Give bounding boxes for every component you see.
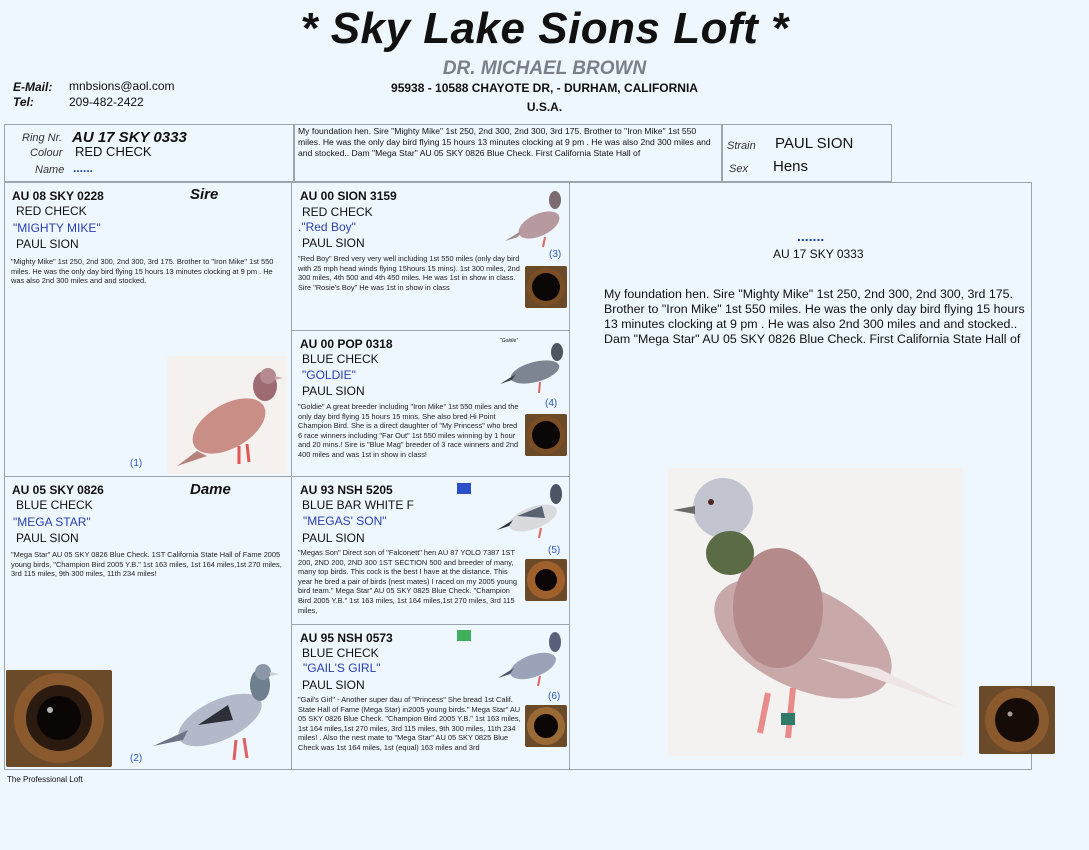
grandsire-1-description: "Red Boy" Bred very very well including 1st 550 miles (only day bird with 25 mph head winds flying 15hours 15 mins). 1st 300 miles, 2nd 300 miles, 4th 500 and 4th 450 miles. He was 1st in show in class. Sire "Rosie's Boy" He was 1st in show in class: [298, 254, 520, 292]
divider: [291, 330, 569, 331]
sex-value: Hens: [773, 158, 809, 175]
sire-colour: RED CHECK: [16, 204, 87, 218]
granddam-2-eye-photo: [525, 705, 567, 747]
divider: [4, 476, 291, 477]
main-eye-photo: [979, 686, 1055, 754]
grandsire-1-colour: RED CHECK: [302, 205, 373, 219]
dam-photo-number: (2): [130, 753, 143, 764]
strain-value: PAUL SION: [775, 135, 854, 152]
granddam-2-colour: BLUE CHECK: [302, 646, 379, 660]
grandsire-2-photo: [497, 480, 569, 542]
grandsire-1-photo: [503, 185, 567, 249]
grandsire-2-colour: BLUE BAR WHITE F: [302, 498, 415, 512]
sire-photo: [167, 356, 287, 474]
grandsire-2-name: "MEGAS' SON": [303, 514, 387, 528]
granddam-2-owner: PAUL SION: [302, 678, 365, 692]
granddam-1-photo-caption: "Goldie": [500, 338, 519, 344]
grandsire-1-name: ."Red Boy": [298, 220, 356, 234]
owner-name: DR. MICHAEL BROWN: [442, 58, 647, 79]
ring-number: AU 17 SKY 0333: [72, 129, 187, 146]
grandsire-2-ring: AU 93 NSH 5205: [300, 483, 393, 497]
grandsire-2-colour-marker: [457, 483, 471, 494]
granddam-1-name: "GOLDIE": [302, 368, 356, 382]
grandsire-2-owner: PAUL SION: [302, 531, 365, 545]
granddam-1-colour: BLUE CHECK: [302, 352, 379, 366]
dam-owner: PAUL SION: [16, 531, 79, 545]
colour-value: RED CHECK: [75, 144, 152, 159]
address: 95938 - 10588 CHAYOTE DR, - DURHAM, CALIFORNIA: [391, 81, 698, 95]
name-value: ......: [73, 161, 94, 175]
sire-description: "Mighty Mike" 1st 250, 2nd 300, 2nd 300, 3rd 175. Brother to "Iron Mike" 1st 550 miles. He was the only day bird flying 15 hours 13 minutes clocking at 9 pm . He was also 2nd 300 miles and and stocked.: [11, 257, 274, 286]
granddam-1-photo-number: (4): [545, 398, 558, 409]
footer-text: The Professional Loft: [7, 775, 83, 784]
grandsire-2-photo-number: (5): [548, 545, 561, 556]
sire-ring: AU 08 SKY 0228: [12, 189, 104, 203]
tel-label: Tel:: [13, 95, 34, 109]
divider: [569, 182, 570, 770]
dam-photo: [148, 650, 283, 765]
divider: [291, 624, 569, 625]
description-text: My foundation hen. Sire "Mighty Mike" 1st 250, 2nd 300, 2nd 300, 3rd 175. Brother to "Iron Mike" 1st 550 miles. He was the only day bird flying 15 hours 13 minutes clocking at 9 pm . He was also 2nd 300 miles and and stocked.. Dam "Mega Star" AU 05 SKY 0826 Blue Check. First California State Hall of: [298, 126, 711, 158]
email-label: E-Mail:: [13, 80, 53, 94]
granddam-1-eye-photo: [525, 414, 567, 456]
divider: [291, 476, 569, 477]
granddam-1-owner: PAUL SION: [302, 384, 365, 398]
sire-name: "MIGHTY MIKE": [13, 221, 101, 235]
main-bird-photo: [668, 468, 963, 756]
granddam-1-description: "Goldie" A great breeder including "Iron Mike" 1st 550 miles and the only day bird flying 15 hours 15 mins. She also bred Hi Point Champion Bird. She is a direct daughter of "My Princess" who bred 6 race winners including "Far Out" 1st 550 miles winning by 1 hour and 20 mins.! Sire is "Blue Mag" breeder of 3 race winners and 2nd 400 miles and was 1st in show in class!: [298, 402, 519, 459]
main-ring-number: AU 17 SKY 0333: [773, 247, 864, 261]
tel-value: 209-482-2422: [69, 95, 144, 109]
main-name-dots: .......: [797, 228, 825, 244]
email-value: mnbsions@aol.com: [69, 79, 175, 93]
granddam-2-ring: AU 95 NSH 0573: [300, 631, 393, 645]
dam-role-label: Dame: [190, 481, 231, 498]
granddam-2-description: "Gail's Girl" - Another super dau of "Princess" She bread 1st Calif. State Hall of Fame (Mega Star) in2005 young birds." Mega Star" AU 05 SKY 0826 Blue Check. "Champion Bird 2005 Y.B." 1st 163 miles, 1st 164 miles,1st 270 miles, 3rd 115 miles, 9th 300 miles, 11th 234 miles! . Also the nest mate to "Mega Star" AU 05 SKY 0825 Blue Check was 1st 164 miles, 1st (equal) 163 miles and 3rd: [298, 695, 521, 752]
sex-label: Sex: [729, 163, 748, 175]
loft-title: * Sky Lake Sions Loft *: [300, 4, 789, 53]
ring-label: Ring Nr.: [22, 132, 62, 144]
grandsire-2-description: "Megas Son" Direct son of "Falconett" hen AU 87 YOLO 7387 1ST 200, 2ND 200, 2ND 300 1ST SECTION 500 and breeder of many, many top birds. This cock is the best I have at the distance. This year he bred a pair of birds (nest mates) I raced on my 2005 young bird team." Mega Star" AU 05 SKY 0825 Blue Check. "Champion Bird 2005 Y.B." 1st 163 miles, 1st 164 miles,1st 270 miles, 3rd 115 miles,: [298, 548, 517, 615]
grandsire-2-eye-photo: [525, 559, 567, 601]
granddam-2-colour-marker: [457, 630, 471, 641]
dam-description: "Mega Star" AU 05 SKY 0826 Blue Check. 1ST California State Hall of Fame 2005 young birds, "Champion Bird 2005 Y.B." 1st 163 miles, 1st 164 miles,1st 270 miles, 3rd 115 miles, 9th 300 miles, 11th 234 miles!: [11, 550, 282, 579]
grandsire-1-owner: PAUL SION: [302, 236, 365, 250]
name-label: Name: [35, 164, 65, 176]
strain-label: Strain: [727, 140, 756, 152]
main-description: My foundation hen. Sire "Mighty Mike" 1st 250, 2nd 300, 2nd 300, 3rd 175. Brother to "Iron Mike" 1st 550 miles. He was the only day bird flying 15 hours 13 minutes clocking at 9 pm . He was also 2nd 300 miles and and stocked.. Dam "Mega Star" AU 05 SKY 0826 Blue Check. First California State Hall of: [604, 287, 1025, 346]
grandsire-1-eye-photo: [525, 266, 567, 308]
sire-photo-number: (1): [130, 458, 143, 469]
dam-name: "MEGA STAR": [13, 515, 91, 529]
grandsire-1-photo-number: (3): [549, 249, 562, 260]
granddam-2-name: "GAIL'S GIRL": [303, 661, 381, 675]
granddam-1-ring: AU 00 POP 0318: [300, 337, 393, 351]
sire-owner: PAUL SION: [16, 237, 79, 251]
sire-role-label: Sire: [190, 186, 219, 203]
dam-eye-photo: [6, 670, 112, 767]
colour-label: Colour: [30, 147, 63, 159]
grandsire-1-ring: AU 00 SION 3159: [300, 189, 397, 203]
granddam-1-photo: [500, 338, 570, 396]
granddam-2-photo: [498, 626, 568, 690]
country: U.S.A.: [526, 100, 563, 114]
granddam-2-photo-number: (6): [548, 691, 561, 702]
dam-colour: BLUE CHECK: [16, 498, 93, 512]
dam-ring: AU 05 SKY 0826: [12, 483, 104, 497]
